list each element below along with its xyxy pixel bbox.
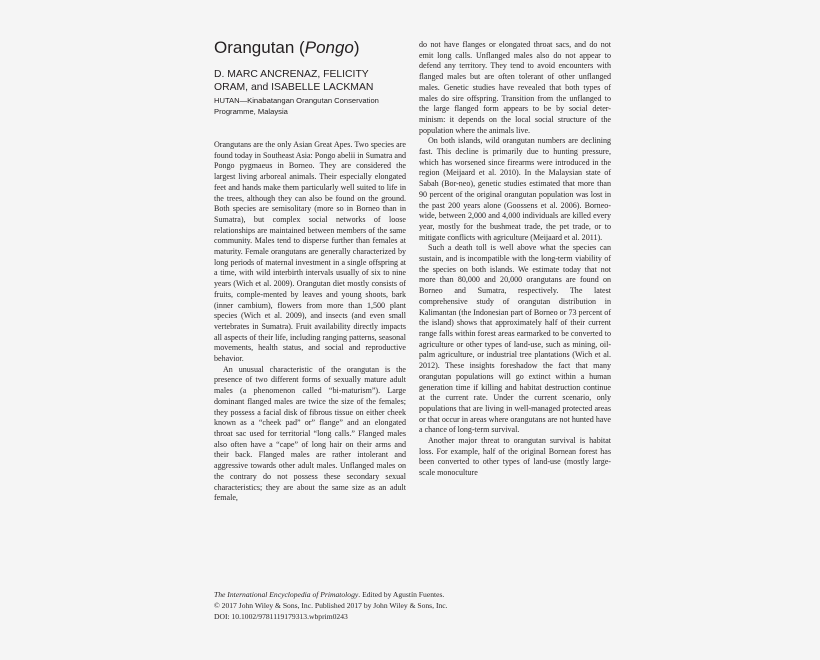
- text-line: trees, although they can also be found on the: [226, 193, 379, 203]
- text-line: They are considered the largest living arboreal: [214, 161, 407, 182]
- text-line: sac used for territorial “long calls.” Flanged males: [235, 428, 407, 438]
- text-line: species can sustain, and is incompatible with the: [419, 243, 611, 264]
- text-line: not appear to defend any territory. They tend to: [419, 50, 612, 71]
- text-line: offspring at a time, with wild interbirth intervals: [214, 257, 406, 278]
- text-line: Such a death toll is well above what the: [428, 243, 570, 253]
- text-line: was lost in the past 200 years alone (Goossens: [419, 189, 612, 210]
- affiliation-line-1: HUTAN—Kinabatangan Orangutan Conservation: [214, 96, 379, 105]
- text-line: they are about the same size as an adult female,: [214, 482, 406, 503]
- text-line: mented by leaves and young shoots, bark (inner: [214, 289, 406, 310]
- text-line: possess these secondary sexual characteristics;: [214, 471, 406, 492]
- text-line: current range falls within forest areas earmarked: [419, 318, 611, 338]
- text-line: arms and their back. Flanged males are rather: [214, 439, 406, 460]
- text-line: ranging patterns, seasonal movements, health: [214, 332, 406, 353]
- text-line: animals. Their especially elongated feet and hands: [214, 172, 407, 192]
- right-column: [419, 40, 611, 479]
- text-line: usually of six to nine years (Wich et al. 2009).: [214, 268, 406, 289]
- text-line: intolerant and aggressive towards other adult: [214, 450, 407, 471]
- text-line: to hunting pressure, which has worsened since: [419, 147, 611, 167]
- text-line: mature adult males (a phenomenon called “bi-: [214, 375, 406, 396]
- text-line: to be converted to agriculture or other types of: [419, 328, 612, 349]
- text-line: study of orangutan distribution in Kalimantan: [419, 296, 611, 317]
- text-line: offspring. Transition from the unflanged to the: [419, 93, 611, 114]
- text-line: conflicts with agriculture (Meijaard et al. 2011).: [447, 232, 603, 242]
- text-line: tend to disperse further than females at maturity.: [214, 236, 406, 257]
- text-line: orangutan populations will go extinct within: [419, 371, 576, 381]
- text-line: directly impacts all aspects of their life, including: [214, 321, 406, 342]
- text-line: et al. 2010). In the Malaysian state of Sabah (Bor-: [419, 168, 612, 189]
- text-line: ground. Both species are semisolitary (more so: [214, 193, 407, 214]
- text-line: Another major threat to orangutan survival: [428, 436, 576, 446]
- footer-citation: [214, 589, 614, 622]
- article-title: [214, 38, 360, 58]
- author-list: [214, 68, 414, 94]
- text-line: of land-use (mostly large-scale monoculture: [419, 457, 611, 478]
- paragraph: [214, 365, 406, 504]
- text-line: disk of fibrous tissue on either cheek known as a: [214, 407, 406, 428]
- text-line: do not have flanges or elongated throat sacs, and: [419, 40, 587, 49]
- editor-note: . Edited by Agustín Fuentes.: [358, 590, 445, 599]
- title-end: ): [353, 38, 360, 57]
- left-column: [214, 140, 406, 504]
- text-line: the current scenario, only populations that are: [419, 393, 612, 413]
- text-line: (the Indonesian part of Borneo or 73 percent of: [458, 307, 611, 317]
- text-line: have revealed that both types of males do sire: [419, 82, 612, 103]
- text-line: Orangutan diet mostly consists of fruits, comple-: [214, 279, 406, 299]
- text-line: Female orangutans are generally characterized by: [245, 247, 406, 257]
- text-line: or industrial tree plantations (Wich et al. 2012).: [419, 350, 612, 371]
- text-line: et al. 2006). Borneo-wide, between 2,000 and: [419, 200, 611, 221]
- authors-line-1: D. MARC ANCRENAZ, FELICITY: [214, 69, 369, 80]
- text-line: living in well-managed protected areas or that: [419, 403, 612, 424]
- text-line: maturism”). Large dominant flanged males are: [214, 386, 406, 406]
- affiliation: [214, 96, 414, 117]
- text-line: On both islands, wild orangutan numbers: [428, 136, 566, 146]
- text-line: cambium), flowers from more than 1,500 plant: [238, 300, 406, 310]
- text-line: land-use, such as mining, oil-palm agriculture,: [419, 339, 612, 360]
- paragraph: [419, 436, 611, 479]
- text-line: long-term viability of the species on both islands.: [419, 254, 612, 274]
- text-line: small vertebrates in Sumatra). Fruit availability: [214, 311, 406, 331]
- text-line: the island) shows that approximately half of their: [419, 318, 586, 328]
- text-line: are declining fast. This decline is primarily due: [419, 136, 611, 157]
- text-line: avoid encounters with flanged males but are often: [419, 61, 611, 82]
- text-line: is habitat loss. For example, half of the original: [419, 436, 612, 456]
- text-line: An unusual characteristic of the orangutan is: [223, 364, 391, 374]
- text-line: the presence of two different forms of sexually: [214, 364, 406, 385]
- affiliation-line-2: Programme, Malaysia: [214, 106, 288, 116]
- text-line: between members of the same community. Males: [214, 225, 406, 246]
- title-italic: Pongo: [304, 38, 354, 57]
- text-line: 4,000 individuals are killed every year, mostly for: [419, 211, 611, 231]
- text-line: species (Wich et al. 2009), and insects (and even: [214, 311, 385, 321]
- text-line: a human generation time if killing and habitat: [419, 371, 611, 392]
- text-line: status, and social and reproductive behavior.: [214, 343, 406, 364]
- title-main: Orangutan (: [214, 38, 305, 57]
- text-line: networks of loose relationships are maintained: [214, 214, 406, 235]
- text-line: minism: it depends on the local social structure: [419, 114, 587, 124]
- text-line: the bushmeat trade, the pet trade, or to mitigate: [419, 221, 611, 242]
- footer-line-1: [214, 589, 614, 600]
- text-line: destruction continue at the current rate. Under: [419, 382, 611, 403]
- text-line: males. Unflanged males on the contrary do not: [214, 461, 406, 481]
- copyright-line: © 2017 John Wiley & Sons, Inc. Published 2017 by John Wiley & Sons, Inc.: [214, 601, 448, 610]
- text-line: long periods of maternal investment in a single: [214, 257, 367, 267]
- text-line: firearms were introduced in the region (Meijaard: [419, 157, 612, 178]
- text-line: make them particularly well suited to life in the: [214, 182, 406, 203]
- text-line: Orangutans are the only Asian Great Apes. Two: [214, 140, 369, 149]
- text-line: also often have a “cape” of long hair on their: [214, 439, 372, 449]
- text-line: do not emit long calls. Unflanged males also do: [419, 40, 612, 60]
- authors-line-2: ORAM, and ISABELLE LACKMAN: [214, 82, 374, 93]
- text-line: abelii in Sumatra and Pongo pygmaeus in Borneo.: [214, 150, 406, 171]
- text-line: Bornean forest has been converted to other types: [419, 446, 612, 467]
- text-line: These insights foreshadow the fact that many: [445, 361, 611, 371]
- text-line: large flanged form appears to be by social deter-: [433, 104, 611, 114]
- text-line: and 20,000 orangutans are found on Borneo and: [419, 275, 612, 296]
- text-line: twice the size of the females; they possess a facial: [214, 396, 406, 417]
- book-title: The International Encyclopedia of Primatology: [214, 590, 359, 599]
- text-line: tolerant of other unflanged males. Genetic studies: [419, 72, 611, 92]
- doi-line: DOI: 10.1002/9781119179313.wbprim0243: [214, 612, 348, 621]
- paragraph: [419, 136, 611, 243]
- text-line: occur in areas where orangutans are not hunted: [441, 414, 594, 424]
- text-line: neo), genetic studies estimated that more than: [458, 179, 611, 189]
- text-line: 90 percent of the original orangutan population: [419, 189, 574, 199]
- paragraph: [214, 140, 406, 365]
- text-line: species are found today in Southeast Asia: Pongo: [214, 140, 406, 160]
- text-line: We estimate today that not more than 80,000: [419, 264, 611, 285]
- paragraph: [419, 40, 611, 136]
- paragraph: [419, 243, 611, 436]
- text-line: have a chance of long-term survival.: [419, 414, 612, 435]
- text-line: of the population where the animals live.: [419, 114, 611, 135]
- text-line: in Borneo than in Sumatra), but complex social: [214, 204, 406, 224]
- text-line: Sumatra, respectively. The latest comprehensive: [419, 286, 611, 306]
- text-line: “cheek pad” or” flange” and an elongated throat: [214, 418, 407, 438]
